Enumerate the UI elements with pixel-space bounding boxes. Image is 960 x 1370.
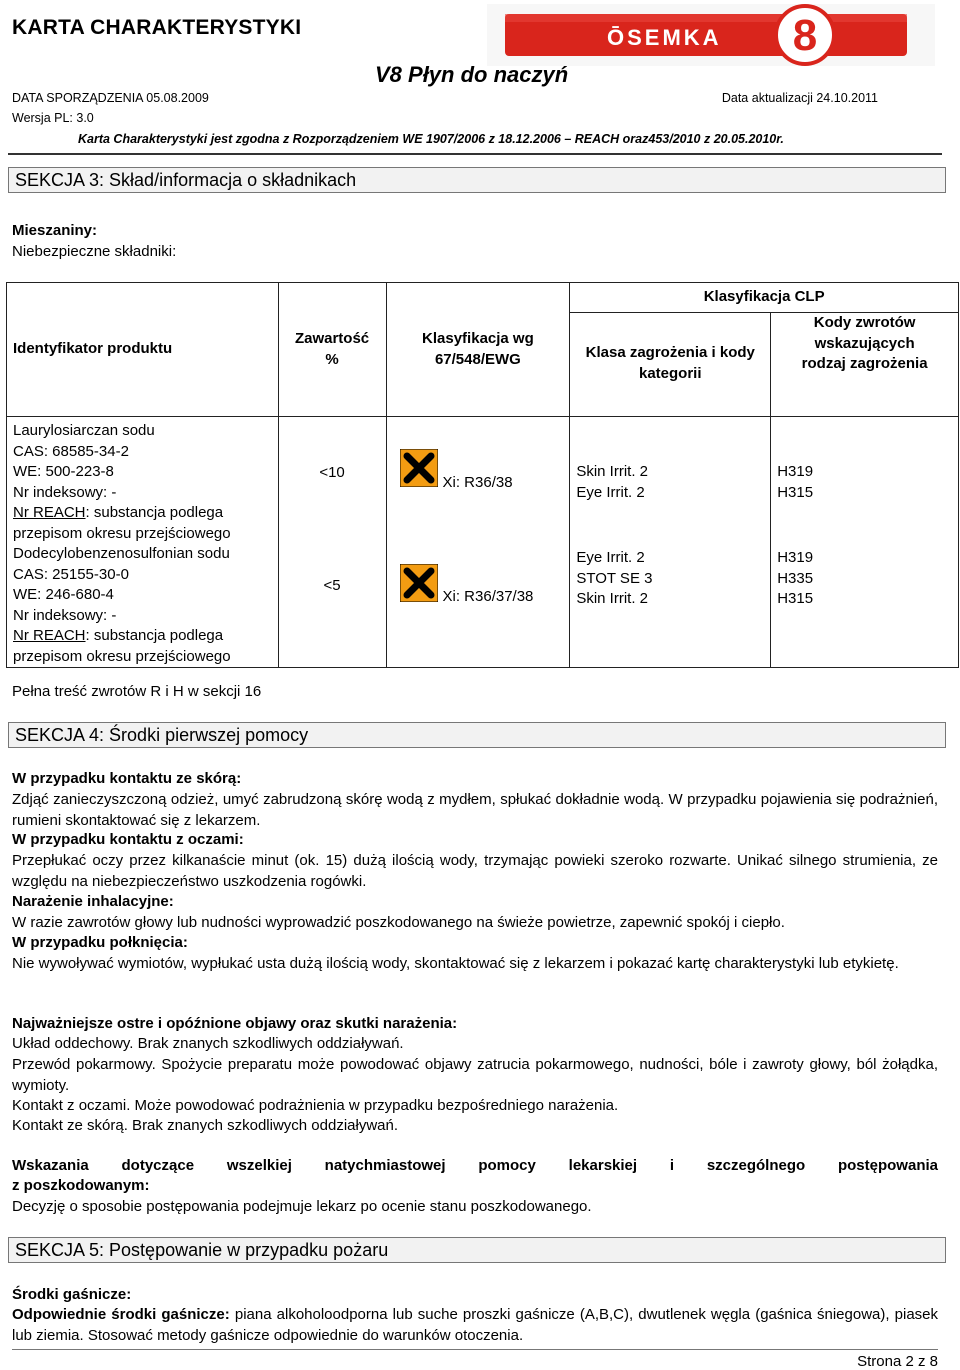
product-name: V8 Płyn do naczyń [375, 62, 569, 87]
h-codes-cell: H319 H315 H319 H335 H315 [771, 417, 959, 668]
section4-title: SEKCJA 4: Środki pierwszej pomocy [8, 722, 946, 748]
col-content: Zawartość % [278, 283, 386, 417]
suitable-media [12, 1305, 938, 1346]
symptom-skin: Kontakt ze skórą. Brak znanych szkodliwych oddziaływań. [12, 1117, 399, 1134]
symptom-digestive: Przewód pokarmowy. Spożycie preparatu może powodować objawy zatrucia pokarmowego, nudności, bóle i zawroty głowy, ból żołądka, wymioty. [12, 1056, 938, 1094]
symptoms-label: Najważniejsze ostre i opóźnione objawy oraz skutki narażenia: [12, 1015, 458, 1032]
suitable-media-text: piana alkoholoodporna lub suche proszki gaśnicze (A,B,C), dwutlenek węgla (gaśnica śniegowa), piasek lub ziemia. Stosować metody gaśnicze odpowiednie do warunków otoczenia. [12, 1306, 939, 1344]
inhalation-text: W razie zawrotów głowy lub nudności wyprowadzić poszkodowanego na świeże powietrze, zapewnić spokój i ciepło. [12, 914, 785, 931]
section3-title: SEKCJA 3: Skład/informacja o składnikach [8, 167, 946, 193]
content-value: <10 [319, 464, 345, 481]
mixtures-label: Mieszaniny: [12, 222, 98, 239]
medical-label-cont: z poszkodowanym: [12, 1177, 150, 1194]
rh-note: Pełna treść zwrotów R i H w sekcji 16 [12, 683, 262, 700]
col-class-eu: Klasyfikacja wg 67/548/EWG [386, 283, 570, 417]
compliance-note: Karta Charakterystyki jest zgodna z Rozporządzeniem WE 1907/2006 z 18.12.2006 – REACH oraz453/2010 z 20.05.2010r. [78, 132, 784, 146]
company-logo [487, 4, 935, 66]
table-header-row [7, 283, 959, 313]
header-divider [8, 153, 942, 155]
symptom-respiratory: Układ oddechowy. Brak znanych szkodliwych oddziaływań. [12, 1035, 404, 1052]
content-value: <5 [323, 576, 341, 594]
section5-title: SEKCJA 5: Postępowanie w przypadku pożaru [8, 1237, 946, 1263]
medical-text: Decyzję o sposobie postępowania podejmuje lekarz po ocenie stanu poszkodowanego. [12, 1198, 592, 1215]
update-date [722, 91, 878, 105]
symptom-eyes: Kontakt z oczami. Może powodować podrażnienia w przypadku bezpośredniego narażenia. [12, 1097, 619, 1114]
footer-divider [12, 1349, 938, 1350]
col-clp: Klasyfikacja CLP [570, 283, 959, 313]
suitable-media-label: Odpowiednie środki gaśnicze: [12, 1306, 230, 1323]
medical-label: Wskazania dotyczące wszelkiej natychmiastowej pomocy lekarskiej i szczególnego postępowania [12, 1157, 938, 1174]
swallow-label: W przypadku połknięcia: [12, 934, 188, 951]
hazard-class-cell: Skin Irrit. 2 Eye Irrit. 2 Eye Irrit. 2 STOT SE 3 Skin Irrit. 2 [570, 417, 771, 668]
eyes-text: Przepłukać oczy przez kilkanaście minut (ok. 15) dużą ilością wody, trzymając powieki szeroko rozwarte. Unikać silnego strumienia, ze względu na niebezpieczeństwo uszkodzenia rogówki. [12, 852, 938, 890]
class-eu-value: Xi: R36/37/38 [442, 588, 534, 605]
update-date-value: 24.10.2011 [816, 91, 878, 105]
logo-number: 8 [792, 11, 818, 60]
page-number: Strona 2 z 8 [857, 1353, 938, 1370]
harmful-x-icon [400, 449, 438, 487]
harmful-x-icon [400, 564, 438, 602]
col-product: Identyfikator produktu [7, 283, 279, 417]
logo-text: ŌSEMKA [607, 25, 722, 50]
content-cell [278, 417, 386, 668]
inhalation-label: Narażenie inhalacyjne: [12, 893, 174, 910]
col-hazard-class: Klasa zagrożenia i kody kategorii [570, 313, 771, 417]
update-date-label: Data aktualizacji [721, 91, 813, 105]
version: Wersja PL: 3.0 [12, 111, 94, 125]
extinguishing-media-label: Środki gaśnicze: [12, 1286, 132, 1303]
hazardous-label: Niebezpieczne składniki: [12, 243, 177, 260]
class-eu-value: Xi: R36/38 [442, 474, 513, 491]
osemka-logo-icon [487, 4, 935, 66]
components-table [6, 282, 959, 668]
col-h-codes: Kody zwrotów wskazujących rodzaj zagrożenia [771, 313, 959, 417]
skin-label: W przypadku kontaktu ze skórą: [12, 770, 242, 787]
class-eu-cell [386, 417, 570, 668]
creation-date [12, 91, 209, 105]
skin-text: Zdjąć zanieczyszczoną odzież, umyć zabrudzoną skórę wodą z mydłem, spłukać dokładnie wodą. W przypadku pojawienia się podrażnień, rumieni skontaktować się z lekarzem. [12, 791, 938, 829]
product-cell: Laurylosiarczan sodu CAS: 68585-34-2 WE: 500-223-8 Nr indeksowy: - Nr REACH: substancja podlega przepisom okresu przejściowego Dodecylobenzenosulfonian sodu CAS: 25155-30-0 WE: 246-680-4 Nr indeksowy: - Nr REACH: substancja podlega przepisom okresu przejściowego [7, 417, 279, 668]
swallow-text: Nie wywoływać wymiotów, wypłukać usta dużą ilością wody, skontaktować się z lekarzem i pokazać kartę charakterystyki lub etykietę. [12, 955, 899, 972]
creation-date-value: 05.08.2009 [146, 91, 209, 105]
document-title: KARTA CHARAKTERYSTYKI [12, 16, 302, 39]
creation-date-label: DATA SPORZĄDZENIA [12, 91, 143, 105]
table-row [7, 417, 959, 668]
eyes-label: W przypadku kontaktu z oczami: [12, 831, 244, 848]
